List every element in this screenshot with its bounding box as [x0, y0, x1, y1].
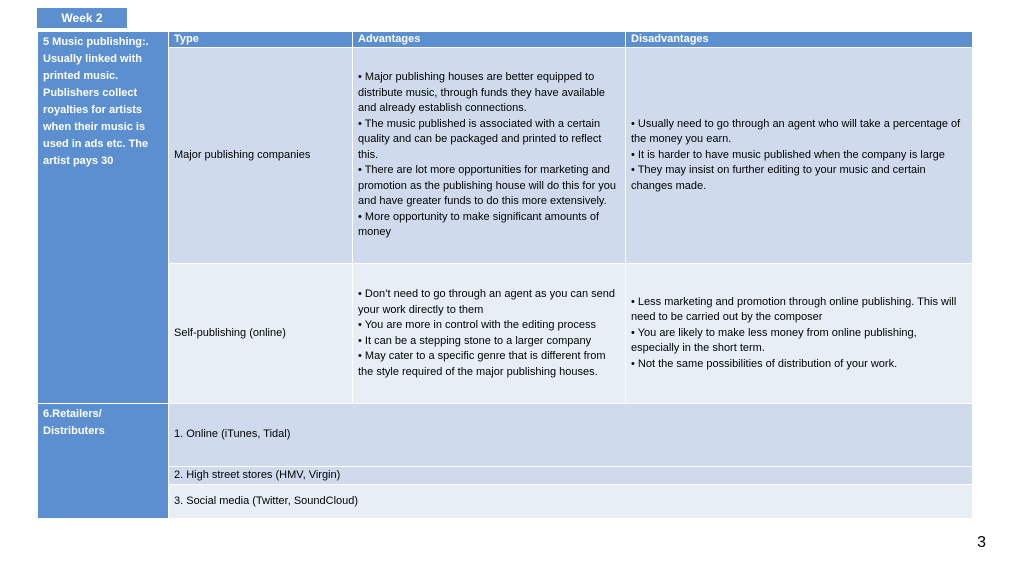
publishing-table: [37, 31, 973, 519]
table-row: [38, 48, 973, 264]
advantage-item: • There are lot more opportunities for marketing and promotion as the publishing house will do this for you and have greater funds to do this more extensively.: [358, 164, 617, 208]
advantage-item: • The music published is associated with a certain quality and can be packaged and printed to reflect this.: [358, 117, 602, 161]
disadvantage-item: • It is harder to have music published when the company is large: [631, 148, 945, 161]
table-row: [38, 485, 973, 519]
advantage-item: • More opportunity to make significant amounts of money: [358, 210, 600, 239]
topic-retailers: 6.Retailers/ Distributers: [38, 404, 169, 519]
topic-music-publishing: 5 Music publishing:. Usually linked with printed music. Publishers collect royalties for artists when their music is used in ads etc. The artist pays 30: [38, 32, 169, 404]
advantage-item: • Don’t need to go through an agent as you can send your work directly to them: [358, 288, 616, 316]
table-row: [38, 467, 973, 485]
advantage-item: • You are more in control with the editing process: [358, 319, 597, 331]
table-row: [38, 264, 973, 404]
type-cell: Self-publishing (online): [169, 264, 353, 404]
advantage-item: • May cater to a specific genre that is different from the style required of the major publishing houses.: [358, 350, 606, 378]
advantage-item: • It can be a stepping stone to a larger company: [358, 334, 592, 347]
retailer-item: 3. Social media (Twitter, SoundCloud): [169, 485, 973, 519]
disadvantages-cell: [626, 264, 973, 404]
page-number: 3: [977, 534, 986, 551]
table-row: [38, 404, 973, 467]
advantages-cell: [353, 264, 626, 404]
advantage-item: • Major publishing houses are better equipped to distribute music, through funds they have available and already establish connections.: [358, 71, 606, 115]
week-tab: Week 2: [37, 8, 127, 28]
disadvantages-cell: [626, 48, 973, 264]
disadvantage-item: • They may insist on further editing to your music and certain changes made.: [631, 164, 926, 192]
disadvantage-item: • You are likely to make less money from online publishing, especially in the short term.: [631, 326, 917, 355]
disadvantage-item: • Usually need to go through an agent who will take a percentage of the money you earn.: [631, 117, 961, 146]
header-type: Type: [169, 32, 353, 48]
retailer-item: 2. High street stores (HMV, Virgin): [169, 467, 973, 485]
disadvantage-item: • Not the same possibilities of distribution of your work.: [631, 357, 898, 370]
type-cell: Major publishing companies: [169, 48, 353, 264]
table-header-row: [38, 32, 973, 48]
header-advantages: Advantages: [353, 32, 626, 48]
retailer-item: 1. Online (iTunes, Tidal): [169, 404, 973, 467]
advantages-cell: [353, 48, 626, 264]
header-disadvantages: Disadvantages: [626, 32, 973, 48]
disadvantage-item: • Less marketing and promotion through online publishing. This will need to be carried out by the composer: [631, 295, 957, 324]
